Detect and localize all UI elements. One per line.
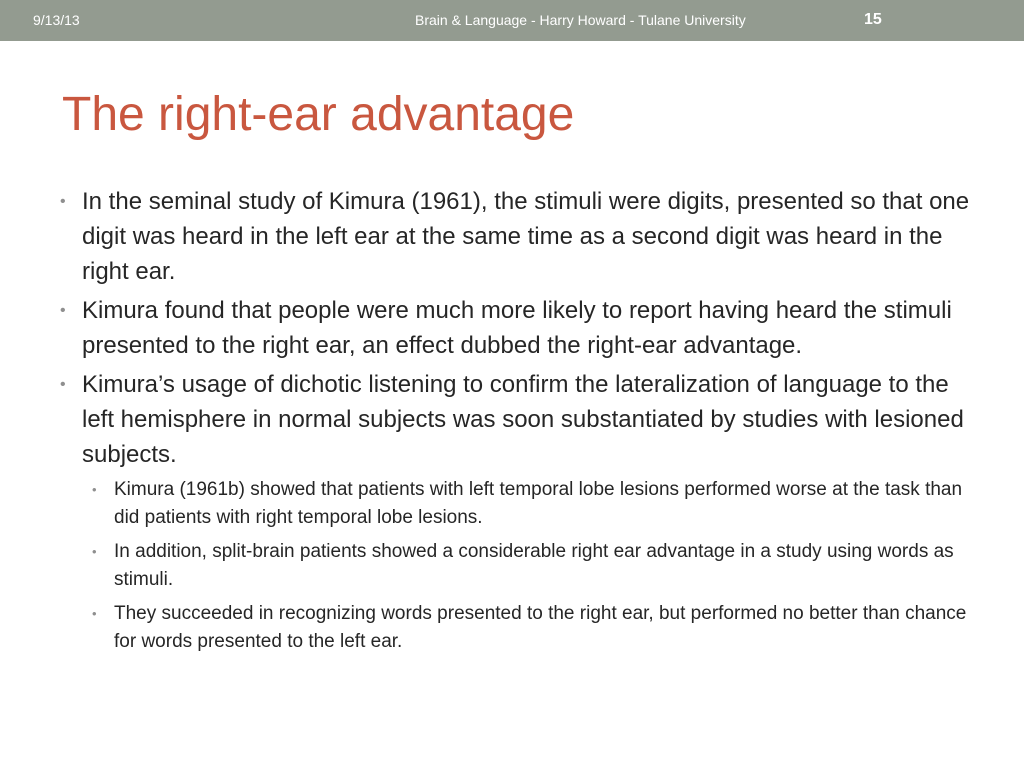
header-bar — [0, 0, 1024, 41]
bullet-icon: • — [60, 193, 66, 210]
slide-number: 15 — [864, 11, 882, 28]
bullet-icon: • — [60, 376, 66, 393]
subbullet-text: In addition, split-brain patients showed a considerable right ear advantage in a study using words as stimuli. — [114, 541, 954, 590]
bullet-text: Kimura found that people were much more likely to report having heard the stimuli presented to the right ear, an effect dubbed the right-ear advantage. — [82, 297, 952, 359]
subbullet-icon: • — [92, 544, 97, 559]
bullet-text: In the seminal study of Kimura (1961), the stimuli were digits, presented so that one digit was heard in the left ear at the same time as a second digit was heard in the right ear. — [82, 188, 970, 285]
subbullet-item — [60, 600, 980, 656]
slide-content — [60, 184, 980, 662]
subbullet-item — [60, 538, 980, 594]
bullet-item — [60, 367, 980, 472]
subbullet-item — [60, 476, 980, 532]
subbullet-text: Kimura (1961b) showed that patients with left temporal lobe lesions performed worse at the task than did patients with right temporal lobe lesions. — [114, 479, 963, 528]
bullet-text: Kimura’s usage of dichotic listening to confirm the lateralization of language to the left hemisphere in normal subjects was soon substantiated by studies with lesioned subjects. — [82, 371, 964, 468]
bullet-item — [60, 293, 980, 363]
slide-date: 9/13/13 — [33, 12, 80, 28]
subbullet-text: They succeeded in recognizing words presented to the right ear, but performed no better than chance for words presented to the left ear. — [114, 603, 967, 652]
bullet-icon: • — [60, 302, 66, 319]
slide-title: The right-ear advantage — [62, 88, 575, 141]
subbullet-icon: • — [92, 606, 97, 621]
slide-footer: Brain & Language - Harry Howard - Tulane University — [415, 12, 746, 28]
subbullet-icon: • — [92, 482, 97, 497]
bullet-item — [60, 184, 980, 289]
